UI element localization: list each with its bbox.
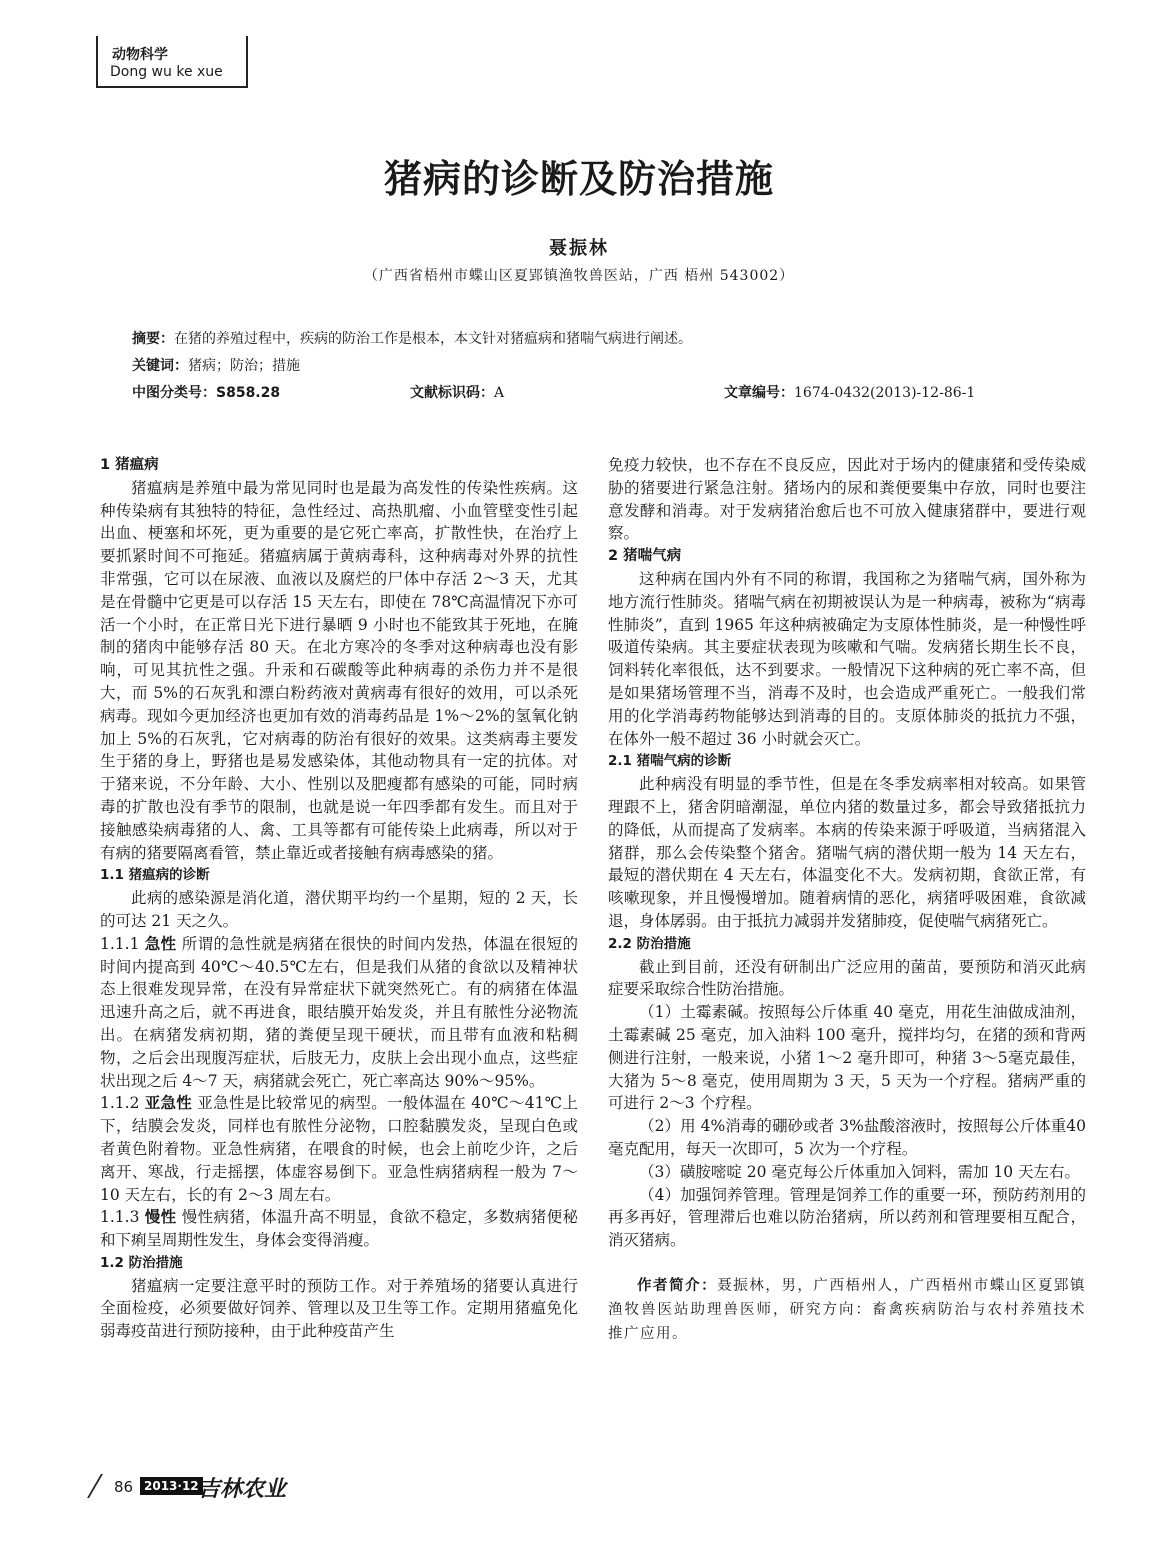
page-footer	[94, 1472, 314, 1502]
subsection-text: 慢性病猪，体温升高不明显，食欲不稳定，多数病猪便秘和下痢呈周期性发生，身体会变得消瘦。	[100, 1208, 578, 1250]
keywords	[132, 355, 300, 375]
paragraph: 截止到目前，还没有研制出广泛应用的菌苗，要预防和消灭此病症要采取综合性防治措施。	[608, 957, 1086, 999]
section-2-2-heading: 2.2 防治措施	[608, 935, 691, 952]
section-1-heading: 1 猪瘟病	[100, 457, 159, 473]
section-2-heading: 2 猪喘气病	[608, 548, 682, 565]
paragraph: 此种病没有明显的季节性，但是在冬季发病率相对较高。如果管理跟不上，猪舍阴暗潮湿，单位内猪的数量过多，都会导致猪抵抗力的降低，从而提高了发病率。本病的传染来源于呼吸道，当病猪混入猪群，那么会传染整个猪舍。猪喘气病的潜伏期一般为 14 天左右，最短的潜伏期在 4 天左右，体温变化不大。发病初期，食欲正常，有咳嗽现象，并且慢慢增加。随着病情的恶化，病猪呼吸困难，食欲减退，身体孱弱。由于抵抗力减弱并发猪肺疫，促使喘气病猪死亡。	[608, 775, 1086, 930]
paragraph: （1）土霉素碱。按照每公斤体重 40 毫克，用花生油做成油剂，土霉素碱 25 毫克，加入油料 100 毫升，搅拌均匀，在猪的颈和背两侧进行注射，一般来说，小猪 1～2 毫升即可，种猪 3～5毫克最佳，大猪为 5～8 毫克，使用周期为 3 天，5 天为一个疗程。猪病严重的可进行 2～3 个疗程。	[608, 1003, 1086, 1113]
paragraph: 猪瘟病是养殖中最为常见同时也是最为高发性的传染性疾病。这种传染病有其独特的特征，急性经过、高热肌瘤、小血管壁变性引起出血、梗塞和坏死，更为重要的是它死亡率高，扩散性快，在治疗上要抓紧时间不可拖延。猪瘟病属于黄病毒科，这种病毒对外界的抗性非常强，它可以在尿液、血液以及腐烂的尸体中存活 2～3 天，尤其是在骨髓中它更是可以存活 15 天左右，即使在 78℃高温情况下亦可活一个小时，在正常日光下进行暴晒 9 小时也不能致其于死地，在腌制的猪肉中能够存活 80 天。在北方寒冷的冬季对这种病毒也没有影响，可见其抗性之强。升汞和石碳酸等此种病毒的杀伤力并不是很大，而 5%的石灰乳和漂白粉药液对黄病毒有很好的效用，可以杀死病毒。现如今更加经济也更加有效的消毒药品是 1%～2%的氢氧化钠加上 5%的石灰乳，它对病毒的防治有很好的效果。这类病毒主要发生于猪的身上，野猪也是易发感染体，其他动物具有一定的抗体。对于猪来说，不分年龄、大小、性别以及肥瘦都有感染的可能，同时病毒的扩散也没有季节的限制，也就是说一年四季都有发生。而且对于接触感染病毒猪的人、禽、工具等都有可能传染上此病毒，所以对于有病的猪要隔离看管，禁止靠近或者接触有病毒感染的猪。	[100, 478, 578, 862]
paragraph: 这种病在国内外有不同的称谓，我国称之为猪喘气病，国外称为地方流行性肺炎。猪喘气病在初期被误认为是一种病毒，被称为“病毒性肺炎”，直到 1965 年这种病被确定为支原体性肺炎，是一种慢性呼吸道传染病。其主要症状表现为咳嗽和气喘。发病猪长期生长不良，饲料转化率很低，达不到要求。一般情况下这种病的死亡率不高，但是如果猪场管理不当，消毒不及时，也会造成严重死亡。一般我们常用的化学消毒药物能够达到消毒的目的。支原体肺炎的抵抗力不强，在体外一般不超过 36 小时就会灭亡。	[608, 569, 1086, 748]
paragraph: （2）用 4%消毒的硼砂或者 3%盐酸溶液时，按照每公斤体重40 毫克配用，每天一次即可，5 次为一个疗程。	[608, 1117, 1086, 1158]
doc-label: 文献标识码：	[410, 385, 494, 401]
author-bio-label: 作者简介：	[637, 1277, 718, 1294]
subsection-number: 1.1.1	[100, 934, 140, 953]
paragraph-acute	[100, 933, 578, 1093]
subsection-text: 亚急性是比较常见的病型。一般体温在 40℃～41℃上下，结膜会发炎，同样也有脓性分泌物，口腔黏膜发炎，呈现白色或者黄色附着物。亚急性病猪，在喂食的时候，也会上前吃少许，之后离开、寒战，行走摇摆，体虚容易倒下。亚急性病猪病程一般为 7～10 天左右，长的有 2～3 周左右。	[100, 1094, 578, 1204]
author-affiliation: （广西省梧州市蝶山区夏郢镇渔牧兽医站，广西 梧州 543002）	[363, 268, 795, 284]
section-1-2-heading: 1.2 防治措施	[100, 1254, 183, 1271]
author-bio-text: 聂振林，男，广西梧州人，广西梧州市蝶山区夏郢镇渔牧兽医站助理兽医师，研究方向：畜禽疾病防治与农村养殖技术推广应用。	[608, 1277, 1087, 1342]
magazine-logo: 吉林农业	[198, 1477, 287, 1502]
section-2-1-heading: 2.1 猪喘气病的诊断	[608, 753, 732, 770]
paragraph: （4）加强饲养管理。管理是饲养工作的重要一环，预防药剂用的再多再好，管理滞后也难以防治猪病，所以药剂和管理要相互配合，消灭猪病。	[608, 1185, 1086, 1250]
page-number: 86	[114, 1478, 134, 1496]
subsection-number: 1.1.3	[100, 1208, 140, 1227]
paragraph-subacute	[100, 1092, 578, 1206]
paragraph: （3）磺胺嘧啶 20 毫克每公斤体重加入饲料，需加 10 天左右。	[639, 1162, 1081, 1181]
clc-value: S858.28	[216, 385, 281, 401]
paragraph: 猪瘟病一定要注意平时的预防工作。对于养殖场的猪要认真进行全面检疫，必须要做好饲养、管理以及卫生等工作。定期用猪瘟免化弱毒疫苗进行预防接种，由于此种疫苗产生	[100, 1276, 578, 1341]
section-name-cn: 动物科学	[112, 47, 168, 63]
subsection-number: 1.1.2	[100, 1094, 140, 1113]
journal-section-box	[96, 36, 248, 88]
paragraph: 免疫力较快，也不存在不良反应，因此对于场内的健康猪和受传染威胁的猪要进行紧急注射。猪场内的尿和粪便要集中存放，同时也要注意发酵和消毒。对于发病猪治愈后也不可放入健康猪群中，要进行观察。	[608, 456, 1086, 543]
abstract-label: 摘要：	[132, 331, 174, 347]
section-name-pinyin: Dong wu ke xue	[110, 64, 223, 80]
clc-label: 中图分类号：	[132, 385, 216, 401]
right-column	[608, 454, 1086, 1346]
keywords-label: 关键词：	[132, 358, 188, 374]
article-label: 文章编号：	[724, 385, 794, 401]
paragraph-chronic	[100, 1206, 578, 1252]
issue-badge: 2013·12	[140, 1477, 203, 1495]
article-title: 猪病的诊断及防治措施	[383, 157, 774, 201]
subsection-term: 急性	[144, 933, 177, 953]
author-name: 聂振林	[549, 238, 609, 259]
subsection-term: 慢性	[144, 1207, 177, 1227]
author-bio	[608, 1274, 1086, 1346]
paragraph: 此病的感染源是消化道，潜伏期平均约一个星期，短的 2 天，长的可达 21 天之久。	[100, 889, 578, 930]
doc-value: A	[494, 385, 505, 401]
subsection-text: 所谓的急性就是病猪在很快的时间内发热，体温在很短的时间内提高到 40℃～40.5℃左右，但是我们从猪的食欲以及精神状态上很难发现异常，在没有异常症状下就突然死亡。有的病猪在体温迅速升高之后，就不再进食，眼结膜开始发炎，并且有脓性分泌物流出。在病猪发病初期，猪的粪便呈现干硬状，而且带有血液和粘稠物，之后会出现腹泻症状，后肢无力，皮肤上会出现小血点，这些症状出现之后 4～7 天，病猪就会死亡，死亡率高达 90%～95%。	[100, 934, 578, 1090]
section-1-1-heading: 1.1 猪瘟病的诊断	[100, 867, 210, 884]
abstract-text: 在猪的养殖过程中，疾病的防治工作是根本，本文针对猪瘟病和猪喘气病进行阐述。	[174, 331, 692, 347]
left-column	[100, 454, 578, 1343]
clc-number	[132, 382, 280, 402]
article-number	[724, 382, 975, 402]
abstract	[132, 328, 692, 348]
keywords-text: 猪病；防治；措施	[188, 358, 300, 374]
subsection-term: 亚急性	[144, 1093, 193, 1113]
article-value: 1674-0432(2013)-12-86-1	[794, 385, 976, 401]
document-code	[410, 382, 504, 402]
